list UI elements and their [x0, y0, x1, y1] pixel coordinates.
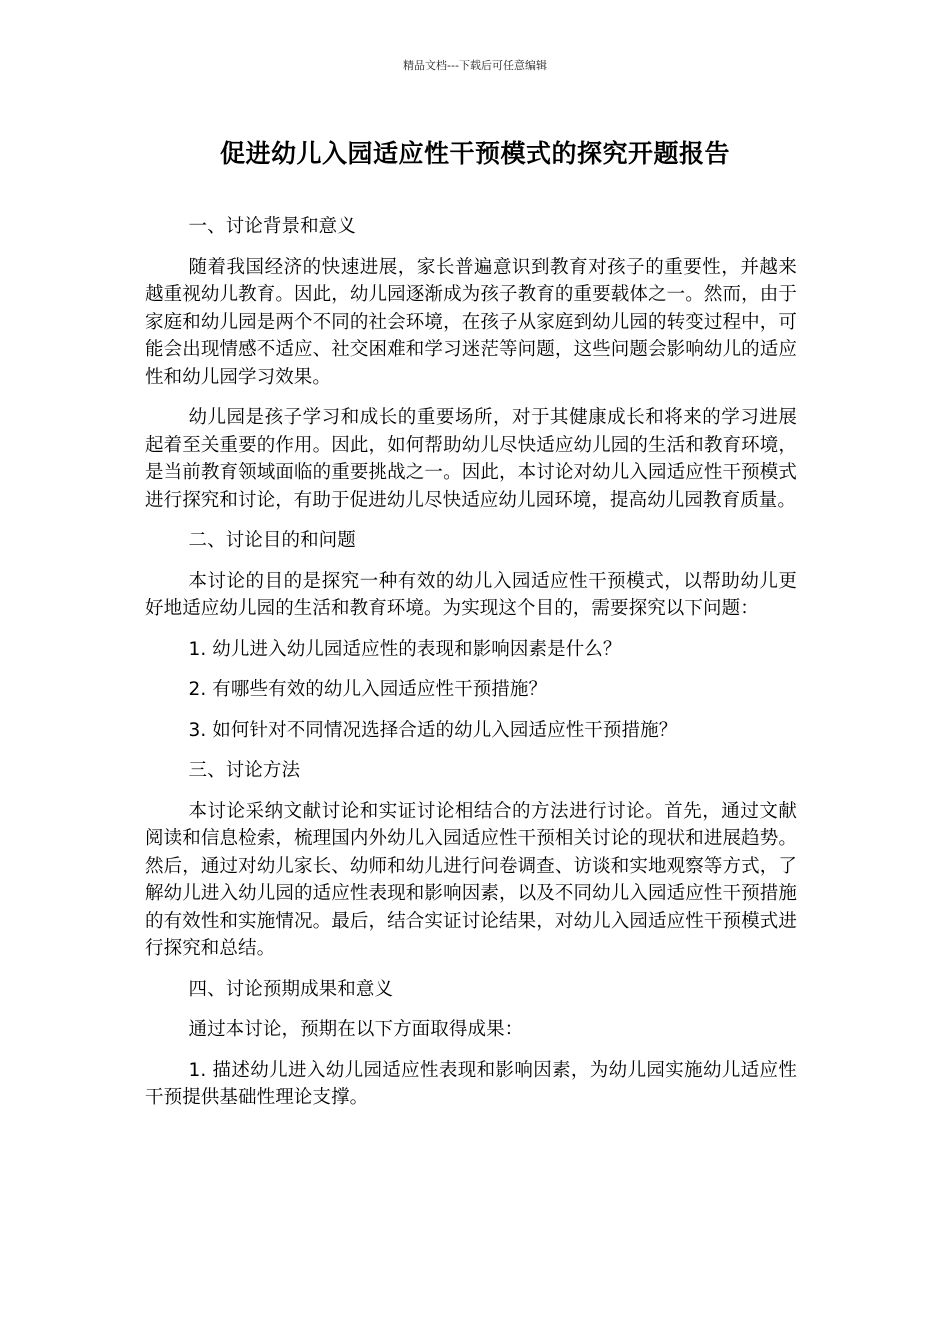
list-item: 2. 有哪些有效的幼儿入园适应性干预措施？ — [188, 679, 548, 700]
list-item: 1. 描述幼儿进入幼儿园适应性表现和影响因素，为幼儿园实施幼儿适应性干预提供基础性理论支撑。 — [145, 1059, 797, 1108]
section-heading-outcomes: 四、讨论预期成果和意义 — [188, 978, 394, 1000]
list-item: 3. 如何针对不同情况选择合适的幼儿入园适应性干预措施？ — [188, 719, 678, 741]
body-paragraph: 随着我国经济的快速进展，家长普遍意识到教育对孩子的重要性，并越来越重视幼儿教育。因此，幼儿园逐渐成为孩子教育的重要载体之一。然而，由于家庭和幼儿园是两个不同的社会环境，在孩子从家庭到幼儿园的转变过程中，可能会出现情感不适应、社交困难和学习迷茫等问题，这些问题会影响幼儿的适应性和幼儿园学习效果。 — [145, 256, 797, 388]
body-paragraph: 幼儿园是孩子学习和成长的重要场所，对于其健康成长和将来的学习进展起着至关重要的作用。因此，如何帮助幼儿尽快适应幼儿园的生活和教育环境，是当前教育领域面临的重要挑战之一。因此，本讨论对幼儿入园适应性干预模式进行探究和讨论，有助于促进幼儿尽快适应幼儿园环境，提高幼儿园教育质量。 — [145, 407, 797, 511]
section-heading-method: 三、讨论方法 — [188, 760, 301, 781]
list-item: 1. 幼儿进入幼儿园适应性的表现和影响因素是什么？ — [188, 638, 622, 660]
section-heading-purpose: 二、讨论目的和问题 — [188, 530, 356, 551]
body-paragraph: 本讨论的目的是探究一种有效的幼儿入园适应性干预模式，以帮助幼儿更好地适应幼儿园的生活和教育环境。为实现这个目的，需要探究以下问题： — [145, 570, 797, 619]
body-paragraph: 通过本讨论，预期在以下方面取得成果： — [188, 1019, 524, 1040]
document-body — [145, 213, 797, 1125]
document-title: 促进幼儿入园适应性干预模式的探究开题报告 — [219, 139, 730, 168]
body-paragraph: 本讨论采纳文献讨论和实证讨论相结合的方法进行讨论。首先，通过文献阅读和信息检索，梳理国内外幼儿入园适应性干预相关讨论的现状和进展趋势。然后，通过对幼儿家长、幼师和幼儿进行问卷调查、访谈和实地观察等方式，了解幼儿进入幼儿园的适应性表现和影响因素，以及不同幼儿入园适应性干预措施的有效性和实施情况。最后，结合实证讨论结果，对幼儿入园适应性干预模式进行探究和总结。 — [145, 800, 797, 959]
header-note: 精品文档---下载后可任意编辑 — [403, 59, 547, 72]
section-heading-background: 一、讨论背景和意义 — [188, 216, 356, 237]
